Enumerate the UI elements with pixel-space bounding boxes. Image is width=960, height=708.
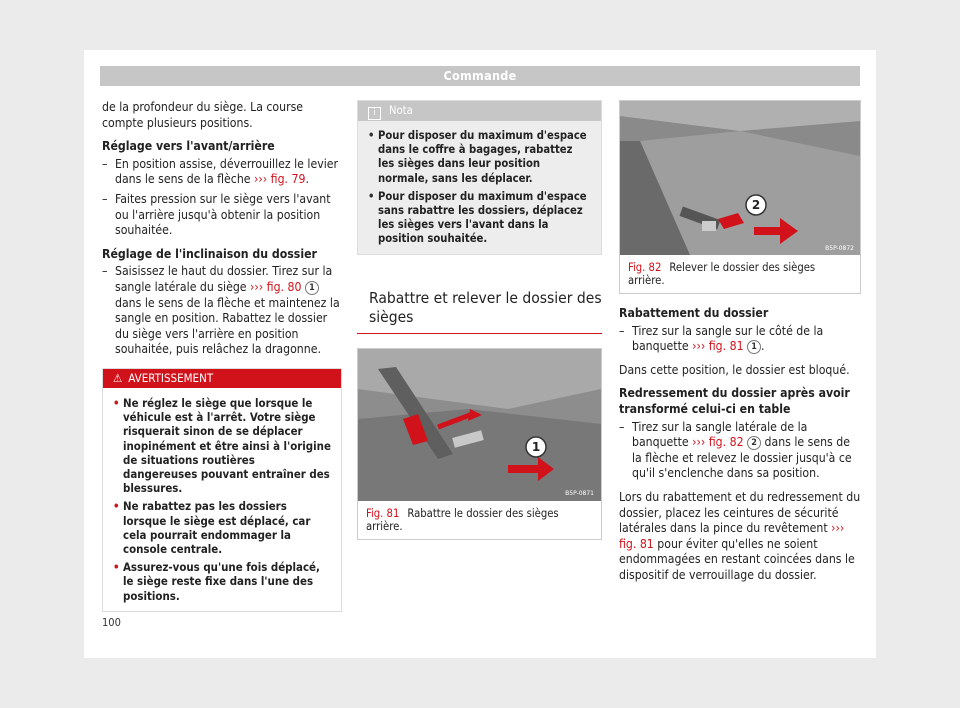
step-unlock-lever: – En position assise, déverrouillez le levier dans le sens de la flèche ››› fig. 79.: [102, 157, 342, 188]
step-raise: – Tirez sur la sangle latérale de la banquette ››› fig. 82 2 dans le sens de la flèche et relevez le dossier jusqu'à ce qu'il s'enclenche dans sa position.: [619, 420, 861, 482]
step-pull-strap: – Saisissez le haut du dossier. Tirez sur la sangle latérale du siège ››› fig. 80 1 dans le sens de la flèche et maintenez la sangle en position. Rabattez le dossier du siège vers l'arrière en position souhaitée, puis relâchez la dragonne.: [102, 264, 342, 358]
figure-callout-2: 2: [751, 198, 761, 212]
column-right: [619, 100, 861, 592]
warning-item: • Assurez-vous qu'une fois déplacé, le siège reste fixe dans l'une des positions.: [113, 560, 331, 603]
section-title: Rabattre et relever le dossier des sièges: [369, 288, 602, 326]
section-rule: [357, 333, 602, 334]
figure-code: B5P-0871: [565, 489, 594, 497]
header-band: [100, 66, 860, 86]
figure-callout-1: 1: [531, 439, 541, 454]
fig-81-link[interactable]: ››› fig. 81: [619, 521, 845, 551]
warning-header: ⚠ AVERTISSEMENT: [103, 369, 341, 388]
fig-81-link[interactable]: ››› fig. 81: [692, 339, 744, 354]
warning-item: • Ne réglez le siège que lorsque le véhicule est à l'arrêt. Votre siège risquerait sinon de se déplacer inopinément et être ainsi à l'origine de situations routières dangereuses pouvant entraîner des blessures.: [113, 396, 331, 495]
intro-paragraph: de la profondeur du siège. La course compte plusieurs positions.: [102, 100, 304, 130]
callout-2: 2: [747, 436, 761, 450]
column-left: [102, 100, 342, 612]
callout-1: 1: [305, 281, 319, 295]
seat-raise-illustration: [620, 101, 860, 255]
fig-80-link[interactable]: ››› fig. 80: [250, 279, 302, 294]
belt-paragraph: Lors du rabattement et du redressement du dossier, placez les ceintures de sécurité latérales dans la pince du revêtement ››› fig. 81 pour éviter qu'elles ne soient endommagées en restant coincées dans le dispositif de verrouillage du dossier.: [619, 489, 861, 582]
page-header-title: Commande: [443, 68, 517, 83]
locked-paragraph: Dans cette position, le dossier est bloqué.: [619, 362, 850, 377]
warning-item: • Ne rabattez pas les dossiers lorsque le siège est déplacé, car cela pourrait endommager la console centrale.: [113, 499, 331, 556]
heading-fold: Rabattement du dossier: [619, 306, 769, 320]
column-middle: [357, 100, 602, 540]
warning-triangle-icon: ⚠: [113, 370, 123, 385]
step-push-seat: – Faites pression sur le siège vers l'avant ou l'arrière jusqu'à obtenir la position souhaitée.: [102, 192, 342, 239]
callout-1: 1: [747, 340, 761, 354]
step-fold: – Tirez sur la sangle sur le côté de la banquette ››› fig. 81 1 .: [619, 324, 861, 355]
seat-fold-illustration: [358, 349, 601, 501]
fig-79-link[interactable]: ››› fig. 79: [254, 172, 306, 187]
warning-box: [102, 368, 342, 612]
figure-82: [619, 100, 861, 294]
note-header: i Nota: [358, 101, 601, 121]
note-item: • Pour disposer du maximum d'espace sans rabattre les dossiers, déplacez les sièges vers l'avant dans la position souhaitée.: [368, 190, 591, 247]
figure-caption: Fig. 81 Rabattre le dossier des sièges arrière.: [366, 506, 559, 533]
figure-code: B5P-0872: [825, 245, 854, 252]
note-box: [357, 100, 602, 255]
page-number: 100: [102, 616, 121, 629]
heading-forward: Réglage vers l'avant/arrière: [102, 139, 275, 154]
heading-incline: Réglage de l'inclinaison du dossier: [102, 246, 317, 261]
note-item: • Pour disposer du maximum d'espace dans le coffre à bagages, rabattez les sièges dans leur position normale, sans les déplacer.: [368, 129, 591, 186]
info-icon: i: [368, 107, 381, 120]
heading-raise: Redressement du dossier après avoir transformé celui-ci en table: [619, 386, 850, 416]
figure-81: [357, 348, 602, 540]
fig-82-link[interactable]: ››› fig. 82: [692, 435, 744, 450]
figure-caption: Fig. 82 Relever le dossier des sièges arrière.: [628, 261, 816, 287]
